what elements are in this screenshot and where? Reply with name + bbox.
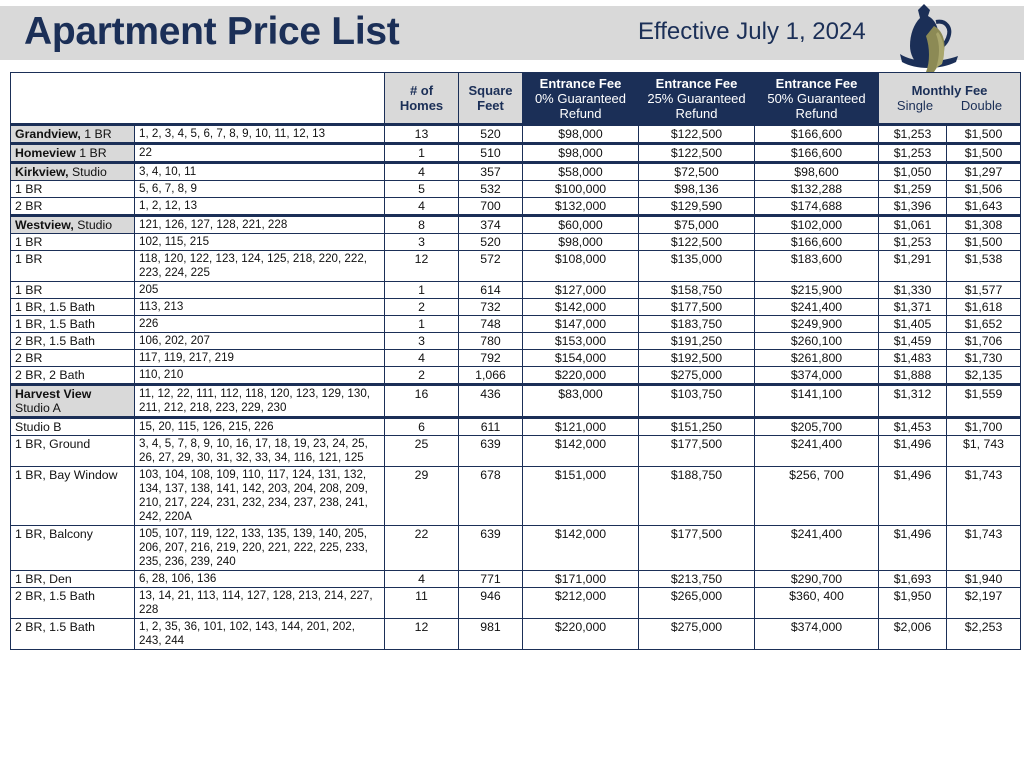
fee-25-percent: $158,750 (639, 282, 755, 299)
col-homes-header: # of Homes (385, 73, 459, 125)
homes-count: 16 (385, 385, 459, 418)
monthly-double: $1,506 (947, 181, 1021, 198)
unit-type: 2 BR, 1.5 Bath (11, 619, 135, 650)
fee-25-percent: $122,500 (639, 125, 755, 144)
fee-25-percent: $177,500 (639, 436, 755, 467)
monthly-single: $1,050 (879, 163, 947, 181)
monthly-single: $1,496 (879, 467, 947, 526)
unit-numbers: 205 (135, 282, 385, 299)
square-feet: 700 (459, 198, 523, 216)
table-row (11, 234, 1021, 251)
fee-0-percent: $142,000 (523, 526, 639, 571)
monthly-single: $1,253 (879, 144, 947, 163)
fee-50-percent: $132,288 (755, 181, 879, 198)
monthly-double: $1,297 (947, 163, 1021, 181)
fee-0-percent: $108,000 (523, 251, 639, 282)
fee-50-percent: $249,900 (755, 316, 879, 333)
col-fee25-header: Entrance Fee 25% Guaranteed Refund (639, 73, 755, 125)
fee-50-percent: $261,800 (755, 350, 879, 367)
unit-type: 1 BR, Bay Window (11, 467, 135, 526)
homes-count: 4 (385, 198, 459, 216)
monthly-single: $1,291 (879, 251, 947, 282)
fee-0-percent: $98,000 (523, 234, 639, 251)
homes-count: 2 (385, 367, 459, 385)
unit-type: 1 BR, 1.5 Bath (11, 299, 135, 316)
table-row (11, 144, 1021, 163)
unit-type: Kirkview, Studio (11, 163, 135, 181)
unit-numbers: 102, 115, 215 (135, 234, 385, 251)
monthly-single: $1,061 (879, 216, 947, 234)
col-monthly-header: Monthly Fee Single Double (879, 73, 1021, 125)
fee-50-percent: $166,600 (755, 144, 879, 163)
monthly-double: $1,652 (947, 316, 1021, 333)
fee-25-percent: $177,500 (639, 526, 755, 571)
square-feet: 357 (459, 163, 523, 181)
fee-25-percent: $72,500 (639, 163, 755, 181)
unit-type: 2 BR, 1.5 Bath (11, 588, 135, 619)
monthly-double: $1,643 (947, 198, 1021, 216)
square-feet: 981 (459, 619, 523, 650)
fee-25-percent: $192,500 (639, 350, 755, 367)
fee-25-percent: $98,136 (639, 181, 755, 198)
unit-type: 1 BR, Den (11, 571, 135, 588)
unit-numbers: 3, 4, 10, 11 (135, 163, 385, 181)
price-table (10, 72, 1021, 650)
monthly-double: $1,730 (947, 350, 1021, 367)
monthly-double: $1,500 (947, 125, 1021, 144)
fee-50-percent: $241,400 (755, 526, 879, 571)
square-feet: 374 (459, 216, 523, 234)
fee-0-percent: $212,000 (523, 588, 639, 619)
unit-numbers: 110, 210 (135, 367, 385, 385)
table-row (11, 163, 1021, 181)
fee-0-percent: $153,000 (523, 333, 639, 350)
monthly-single: $1,405 (879, 316, 947, 333)
unit-type: Homeview 1 BR (11, 144, 135, 163)
homes-count: 22 (385, 526, 459, 571)
fee-0-percent: $100,000 (523, 181, 639, 198)
homes-count: 4 (385, 350, 459, 367)
square-feet: 946 (459, 588, 523, 619)
unit-numbers: 1, 2, 35, 36, 101, 102, 143, 144, 201, 202, 243, 244 (135, 619, 385, 650)
fee-50-percent: $241,400 (755, 299, 879, 316)
fee-0-percent: $98,000 (523, 125, 639, 144)
table-row (11, 526, 1021, 571)
unit-numbers: 118, 120, 122, 123, 124, 125, 218, 220, 222, 223, 224, 225 (135, 251, 385, 282)
fee-50-percent: $183,600 (755, 251, 879, 282)
square-feet: 748 (459, 316, 523, 333)
fee-50-percent: $141,100 (755, 385, 879, 418)
monthly-double: $1,308 (947, 216, 1021, 234)
fee-25-percent: $275,000 (639, 619, 755, 650)
monthly-double: $1,940 (947, 571, 1021, 588)
square-feet: 639 (459, 526, 523, 571)
homes-count: 29 (385, 467, 459, 526)
unit-type: 2 BR (11, 198, 135, 216)
square-feet: 572 (459, 251, 523, 282)
monthly-single: $1,253 (879, 234, 947, 251)
monthly-single: $1,396 (879, 198, 947, 216)
unit-type: 1 BR, Balcony (11, 526, 135, 571)
fee-25-percent: $122,500 (639, 144, 755, 163)
monthly-double: $2,253 (947, 619, 1021, 650)
fee-50-percent: $205,700 (755, 418, 879, 436)
unit-numbers: 121, 126, 127, 128, 221, 228 (135, 216, 385, 234)
homes-count: 1 (385, 316, 459, 333)
fee-0-percent: $127,000 (523, 282, 639, 299)
monthly-single: $1,888 (879, 367, 947, 385)
fee-50-percent: $360, 400 (755, 588, 879, 619)
fee-50-percent: $166,600 (755, 125, 879, 144)
monthly-double: $2,135 (947, 367, 1021, 385)
unit-type: 1 BR (11, 282, 135, 299)
monthly-double: $1,500 (947, 234, 1021, 251)
header-blank (11, 73, 385, 125)
unit-numbers: 22 (135, 144, 385, 163)
unit-type: Westview, Studio (11, 216, 135, 234)
col-fee50-header: Entrance Fee 50% Guaranteed Refund (755, 73, 879, 125)
col-sqft-header: Square Feet (459, 73, 523, 125)
monthly-double: $1,500 (947, 144, 1021, 163)
table-row (11, 588, 1021, 619)
table-row (11, 282, 1021, 299)
monthly-single: $1,253 (879, 125, 947, 144)
table-row (11, 385, 1021, 418)
unit-type: Grandview, 1 BR (11, 125, 135, 144)
monthly-single: $1,496 (879, 436, 947, 467)
monthly-single: $1,330 (879, 282, 947, 299)
fee-0-percent: $98,000 (523, 144, 639, 163)
unit-type: 1 BR (11, 181, 135, 198)
fee-25-percent: $122,500 (639, 234, 755, 251)
square-feet: 520 (459, 234, 523, 251)
monthly-single: $1,483 (879, 350, 947, 367)
table-row (11, 367, 1021, 385)
homes-count: 3 (385, 333, 459, 350)
unit-type: Studio B (11, 418, 135, 436)
table-row (11, 125, 1021, 144)
fee-25-percent: $135,000 (639, 251, 755, 282)
fee-50-percent: $290,700 (755, 571, 879, 588)
unit-type: 1 BR (11, 234, 135, 251)
monthly-double: $1,700 (947, 418, 1021, 436)
fee-0-percent: $142,000 (523, 436, 639, 467)
homes-count: 4 (385, 571, 459, 588)
square-feet: 436 (459, 385, 523, 418)
fee-0-percent: $220,000 (523, 619, 639, 650)
fee-25-percent: $213,750 (639, 571, 755, 588)
unit-numbers: 13, 14, 21, 113, 114, 127, 128, 213, 214, 227, 228 (135, 588, 385, 619)
homes-count: 4 (385, 163, 459, 181)
homes-count: 1 (385, 144, 459, 163)
square-feet: 792 (459, 350, 523, 367)
table-row (11, 181, 1021, 198)
unit-type: 1 BR (11, 251, 135, 282)
square-feet: 771 (459, 571, 523, 588)
table-row (11, 333, 1021, 350)
fee-25-percent: $103,750 (639, 385, 755, 418)
unit-numbers: 6, 28, 106, 136 (135, 571, 385, 588)
homes-count: 25 (385, 436, 459, 467)
unit-numbers: 113, 213 (135, 299, 385, 316)
unit-type: 2 BR, 2 Bath (11, 367, 135, 385)
square-feet: 614 (459, 282, 523, 299)
fee-50-percent: $102,000 (755, 216, 879, 234)
unit-type: Harvest View Studio A (11, 385, 135, 418)
monthly-single: $1,950 (879, 588, 947, 619)
table-row (11, 467, 1021, 526)
fee-25-percent: $129,590 (639, 198, 755, 216)
homes-count: 13 (385, 125, 459, 144)
homes-count: 5 (385, 181, 459, 198)
fee-50-percent: $374,000 (755, 619, 879, 650)
col-fee0-header: Entrance Fee 0% Guaranteed Refund (523, 73, 639, 125)
square-feet: 532 (459, 181, 523, 198)
unit-numbers: 3, 4, 5, 7, 8, 9, 10, 16, 17, 18, 19, 23, 24, 25, 26, 27, 29, 30, 31, 32, 33, 34, 116, 121, 125 (135, 436, 385, 467)
fee-25-percent: $265,000 (639, 588, 755, 619)
square-feet: 678 (459, 467, 523, 526)
unit-numbers: 103, 104, 108, 109, 110, 117, 124, 131, 132, 134, 137, 138, 141, 142, 203, 204, 208, 209, 210, 217, 224, 231, 232, 234, 237, 238, 241, 242, 220A (135, 467, 385, 526)
homes-count: 3 (385, 234, 459, 251)
monthly-double: $1,559 (947, 385, 1021, 418)
fee-0-percent: $154,000 (523, 350, 639, 367)
homes-count: 8 (385, 216, 459, 234)
monthly-double: $1,743 (947, 526, 1021, 571)
square-feet: 639 (459, 436, 523, 467)
unit-type: 2 BR (11, 350, 135, 367)
table-row (11, 316, 1021, 333)
monthly-single: $1,453 (879, 418, 947, 436)
fee-25-percent: $191,250 (639, 333, 755, 350)
unit-numbers: 15, 20, 115, 126, 215, 226 (135, 418, 385, 436)
fee-25-percent: $151,250 (639, 418, 755, 436)
monthly-single: $2,006 (879, 619, 947, 650)
monthly-single: $1,259 (879, 181, 947, 198)
fee-50-percent: $166,600 (755, 234, 879, 251)
unit-type: 1 BR, 1.5 Bath (11, 316, 135, 333)
unit-type: 2 BR, 1.5 Bath (11, 333, 135, 350)
fee-0-percent: $83,000 (523, 385, 639, 418)
fee-0-percent: $142,000 (523, 299, 639, 316)
monthly-single: $1,459 (879, 333, 947, 350)
monthly-single: $1,693 (879, 571, 947, 588)
fee-25-percent: $183,750 (639, 316, 755, 333)
table-row (11, 198, 1021, 216)
fee-50-percent: $260,100 (755, 333, 879, 350)
fee-0-percent: $121,000 (523, 418, 639, 436)
table-row (11, 619, 1021, 650)
fee-0-percent: $220,000 (523, 367, 639, 385)
monthly-double: $1,538 (947, 251, 1021, 282)
fee-50-percent: $98,600 (755, 163, 879, 181)
fee-50-percent: $374,000 (755, 367, 879, 385)
monthly-single: $1,312 (879, 385, 947, 418)
unit-numbers: 11, 12, 22, 111, 112, 118, 120, 123, 129, 130, 211, 212, 218, 223, 229, 230 (135, 385, 385, 418)
unit-numbers: 1, 2, 3, 4, 5, 6, 7, 8, 9, 10, 11, 12, 13 (135, 125, 385, 144)
monthly-double: $1,706 (947, 333, 1021, 350)
fee-50-percent: $215,900 (755, 282, 879, 299)
fee-0-percent: $132,000 (523, 198, 639, 216)
homes-count: 12 (385, 251, 459, 282)
square-feet: 510 (459, 144, 523, 163)
monthly-double: $2,197 (947, 588, 1021, 619)
unit-numbers: 5, 6, 7, 8, 9 (135, 181, 385, 198)
fee-25-percent: $177,500 (639, 299, 755, 316)
fee-25-percent: $75,000 (639, 216, 755, 234)
fee-50-percent: $174,688 (755, 198, 879, 216)
unit-numbers: 106, 202, 207 (135, 333, 385, 350)
table-row (11, 350, 1021, 367)
fee-0-percent: $147,000 (523, 316, 639, 333)
unit-numbers: 117, 119, 217, 219 (135, 350, 385, 367)
homes-count: 11 (385, 588, 459, 619)
homes-count: 6 (385, 418, 459, 436)
fee-25-percent: $275,000 (639, 367, 755, 385)
table-row (11, 299, 1021, 316)
monthly-double: $1,618 (947, 299, 1021, 316)
fee-0-percent: $60,000 (523, 216, 639, 234)
square-feet: 1,066 (459, 367, 523, 385)
page-title: Apartment Price List (24, 10, 400, 53)
monthly-single: $1,496 (879, 526, 947, 571)
square-feet: 780 (459, 333, 523, 350)
table-row (11, 436, 1021, 467)
table-row (11, 216, 1021, 234)
monthly-single: $1,371 (879, 299, 947, 316)
fee-25-percent: $188,750 (639, 467, 755, 526)
unit-numbers: 1, 2, 12, 13 (135, 198, 385, 216)
fee-0-percent: $171,000 (523, 571, 639, 588)
monthly-double: $1, 743 (947, 436, 1021, 467)
homes-count: 2 (385, 299, 459, 316)
square-feet: 520 (459, 125, 523, 144)
square-feet: 732 (459, 299, 523, 316)
monthly-double: $1,577 (947, 282, 1021, 299)
fee-50-percent: $256, 700 (755, 467, 879, 526)
fee-50-percent: $241,400 (755, 436, 879, 467)
unit-numbers: 226 (135, 316, 385, 333)
square-feet: 611 (459, 418, 523, 436)
table-row (11, 571, 1021, 588)
fee-0-percent: $151,000 (523, 467, 639, 526)
fee-0-percent: $58,000 (523, 163, 639, 181)
effective-date: Effective July 1, 2024 (638, 18, 866, 45)
table-row (11, 251, 1021, 282)
unit-numbers: 105, 107, 119, 122, 133, 135, 139, 140, 205, 206, 207, 216, 219, 220, 221, 222, 225, 233, 235, 236, 239, 240 (135, 526, 385, 571)
pitcher-logo-icon (896, 2, 964, 76)
table-row (11, 418, 1021, 436)
unit-type: 1 BR, Ground (11, 436, 135, 467)
monthly-double: $1,743 (947, 467, 1021, 526)
homes-count: 1 (385, 282, 459, 299)
homes-count: 12 (385, 619, 459, 650)
